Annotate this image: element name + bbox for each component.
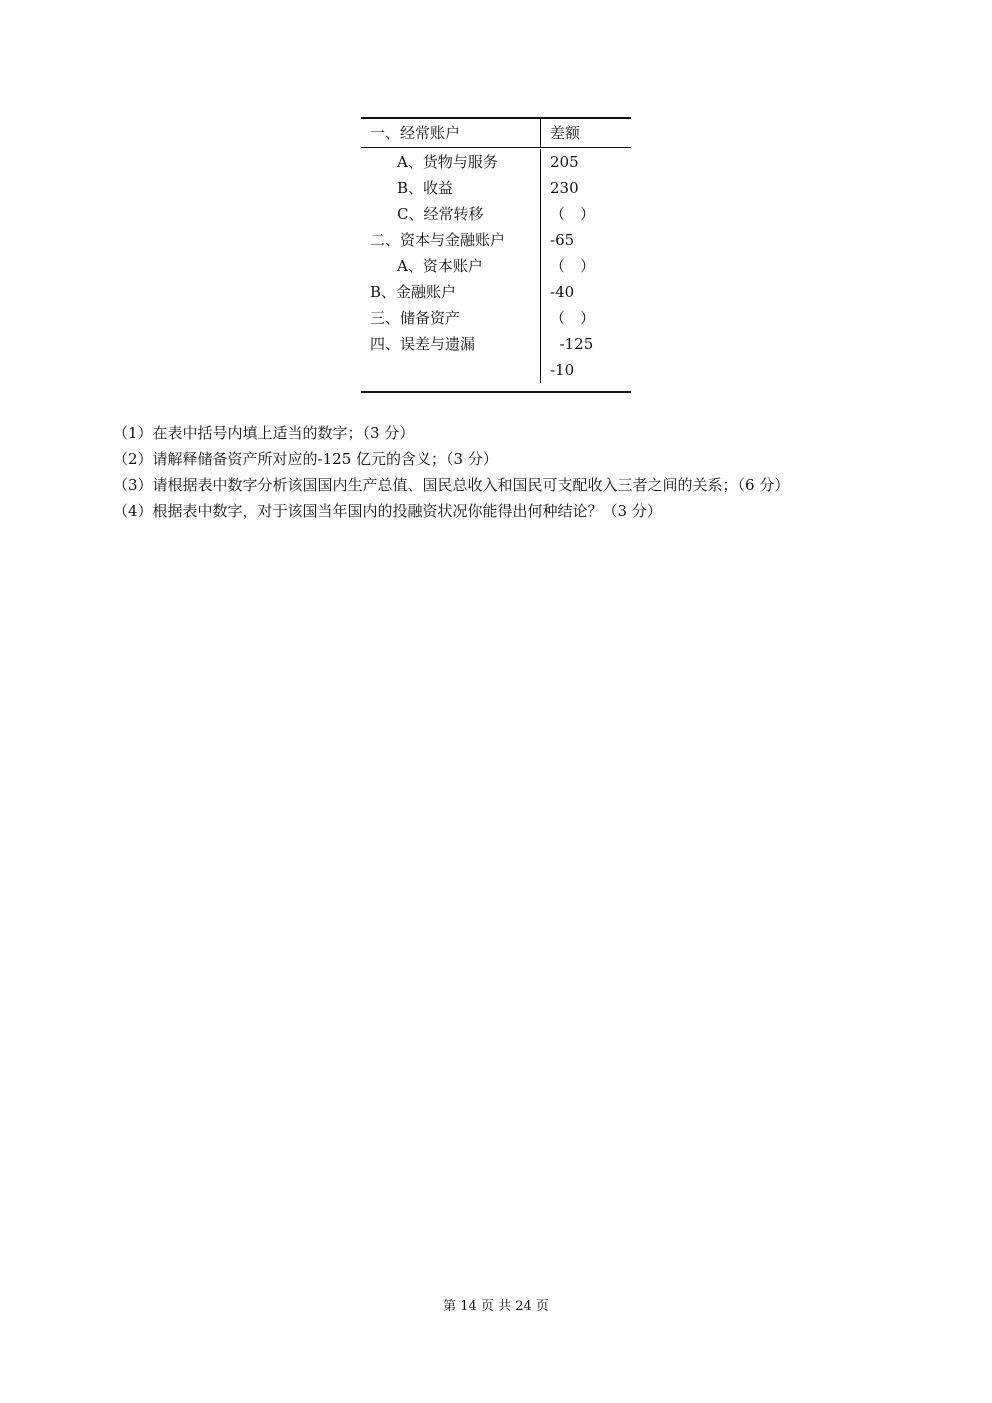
row-item-label: 四、误差与遗漏 — [361, 331, 541, 357]
table-row — [361, 331, 631, 357]
row-item-label: C、经常转移 — [361, 201, 541, 227]
row-value: 230 — [550, 179, 579, 197]
row-value: -10 — [550, 361, 575, 379]
row-item-label: B、金融账户 — [361, 279, 541, 305]
row-value: -65 — [550, 231, 575, 249]
table-row — [361, 357, 631, 383]
row-value: 205 — [550, 153, 579, 171]
table-row — [361, 279, 631, 305]
row-value-blank: （ ） — [550, 257, 596, 275]
question-list — [113, 420, 913, 524]
row-item-label — [361, 357, 541, 383]
question-1: （1）在表中括号内填上适当的数字；（3 分） — [113, 424, 415, 442]
page-number-footer: 第 14 页 共 24 页 — [443, 1299, 549, 1314]
row-item-label: 三、储备资产 — [361, 305, 541, 331]
table-row — [361, 175, 631, 201]
question-2: （2）请解释储备资产所对应的-125 亿元的含义；（3 分） — [113, 450, 498, 468]
row-value-blank: （ ） — [550, 309, 596, 327]
table-row — [361, 149, 631, 175]
table-header-item: 一、经常账户 — [361, 119, 541, 147]
row-item-label: B、收益 — [361, 175, 541, 201]
question-3: （3）请根据表中数字分析该国国内生产总值、国民总收入和国民可支配收入三者之间的关系；（6 分） — [113, 476, 790, 494]
question-4: （4）根据表中数字，对于该国当年国内的投融资状况你能得出何种结论？（3 分） — [113, 502, 662, 520]
table-row — [361, 253, 631, 279]
table-body — [361, 148, 631, 391]
table-header-value: 差额 — [550, 124, 581, 142]
balance-of-payments-table — [361, 117, 631, 393]
table-row — [361, 305, 631, 331]
row-value: -40 — [550, 283, 575, 301]
table-row — [361, 201, 631, 227]
table-header-row — [361, 119, 631, 148]
row-item-label: 二、资本与金融账户 — [361, 227, 541, 253]
row-item-label: A、货物与服务 — [361, 149, 541, 175]
row-item-label: A、资本账户 — [361, 253, 541, 279]
table-row — [361, 227, 631, 253]
row-value-blank: （ ） — [550, 205, 596, 223]
row-value: -125 — [550, 335, 594, 353]
